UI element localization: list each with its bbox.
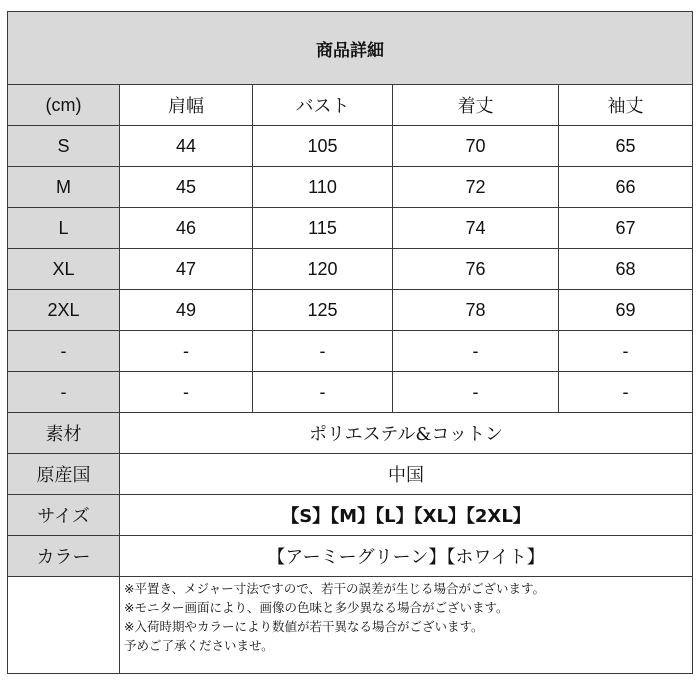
cell-value: 45 [120,167,253,208]
note-line: ※モニター画面により、画像の色味と多少異なる場合がございます。 [124,600,509,615]
cell-value: 46 [120,208,253,249]
material-row [8,413,693,454]
origin-value: 中国 [120,454,693,495]
column-header-shoulder: 肩幅 [120,85,253,126]
cell-value: - [559,331,693,372]
size-label: L [8,208,120,249]
note-line: 予めご了承くださいませ。 [124,638,274,653]
origin-label: 原産国 [8,454,120,495]
cell-value: 69 [559,290,693,331]
table-row [8,249,693,290]
table-row [8,290,693,331]
note-line: ※入荷時期やカラーにより数値が若干異なる場合がございます。 [124,619,484,634]
cell-value: 65 [559,126,693,167]
colors-label: カラー [8,536,120,577]
cell-value: 49 [120,290,253,331]
table-row [8,331,693,372]
cell-value: 125 [253,290,393,331]
origin-row [8,454,693,495]
cell-value: 115 [253,208,393,249]
cell-value: - [559,372,693,413]
size-label: - [8,331,120,372]
size-label: 2XL [8,290,120,331]
sizes-label: サイズ [8,495,120,536]
cell-value: 68 [559,249,693,290]
table-title: 商品詳細 [8,12,693,85]
cell-value: - [253,331,393,372]
cell-value: 70 [393,126,559,167]
sizes-value: 【S】【M】【L】【XL】【2XL】 [120,495,693,536]
material-label: 素材 [8,413,120,454]
product-detail-sheet [7,11,692,694]
cell-value: 74 [393,208,559,249]
cell-value: 66 [559,167,693,208]
notes-row [8,577,693,674]
table-row [8,126,693,167]
cell-value: - [393,331,559,372]
header-row [8,85,693,126]
cell-value: 105 [253,126,393,167]
table-row [8,208,693,249]
material-value: ポリエステル&コットン [120,413,693,454]
cell-value: 76 [393,249,559,290]
size-label: M [8,167,120,208]
note-line: ※平置き、メジャー寸法ですので、若干の誤差が生じる場合がございます。 [124,581,545,596]
size-label: - [8,372,120,413]
notes-spacer [8,577,120,674]
unit-label: (cm) [8,85,120,126]
cell-value: 72 [393,167,559,208]
size-label: S [8,126,120,167]
cell-value: 78 [393,290,559,331]
column-header-length: 着丈 [393,85,559,126]
cell-value: 110 [253,167,393,208]
cell-value: - [393,372,559,413]
size-spec-table [7,11,693,674]
sizes-row [8,495,693,536]
cell-value: 120 [253,249,393,290]
cell-value: 67 [559,208,693,249]
cell-value: 44 [120,126,253,167]
cell-value: 47 [120,249,253,290]
colors-row [8,536,693,577]
table-row [8,167,693,208]
column-header-sleeve: 袖丈 [559,85,693,126]
table-row [8,372,693,413]
colors-value: 【アーミーグリーン】【ホワイト】 [120,536,693,577]
notes-list [120,577,692,655]
notes-cell [120,577,693,674]
cell-value: - [253,372,393,413]
cell-value: - [120,331,253,372]
cell-value: - [120,372,253,413]
column-header-bust: バスト [253,85,393,126]
size-label: XL [8,249,120,290]
